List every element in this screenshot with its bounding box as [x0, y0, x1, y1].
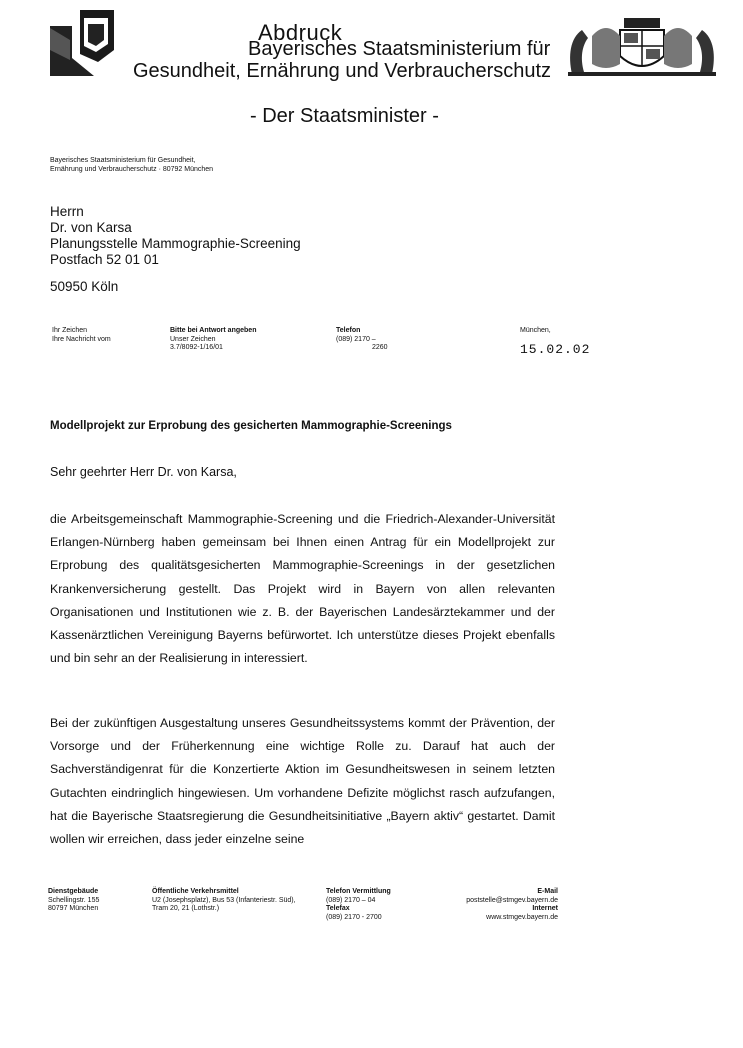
- reference-your-sign: Ihr Zeichen Ihre Nachricht vom: [52, 327, 111, 343]
- reference-our-sign: Bitte bei Antwort angeben Unser Zeichen 3.7/8092-1/16/01: [170, 327, 257, 351]
- footer-building: Dienstgebäude Schellingstr. 155 80797 München: [48, 888, 100, 912]
- email-link[interactable]: poststelle@stmgev.bayern.de: [466, 896, 558, 904]
- recipient-line: Herrn: [50, 204, 84, 219]
- abdruck-stamp: Abdruck: [258, 20, 343, 45]
- footer-phone: Telefon Vermittlung (089) 2170 – 04 Telefax (089) 2170 - 2700: [326, 888, 391, 921]
- letter-paragraph-2: Bei der zukünftigen Ausgestaltung unseres Gesundheitssystems kommt der Prävention, der Vorsorge und der Früherkennung eine wichtige Rolle zu. Darauf hat auch der Sachverständigenrat für die Konzertierte Aktion im Gesundheitswesen in seinem letzten Gutachten eindringlich hingewiesen. Um vorhandene Defizite möglichst rasch aufzufangen, hat die Bayerische Staatsregierung die Gesundheitsinitiative „Bayern aktiv“ gestartet. Damit wollen wir erreichen, dass jeder einzelne seine: [50, 716, 555, 847]
- letter-date: 15.02.02: [520, 342, 591, 357]
- letter-salutation: Sehr geehrter Herr Dr. von Karsa,: [50, 465, 237, 479]
- letter-subject: Modellprojekt zur Erprobung des gesicherten Mammographie-Screenings: [50, 420, 452, 432]
- bavarian-crest-icon: [562, 16, 722, 78]
- letter-paragraph-1: die Arbeitsgemeinschaft Mammographie-Screening und die Friedrich-Alexander-Universität Erlangen-Nürnberg haben gemeinsam bei Ihnen einen Antrag für ein Modellprojekt zur Erprobung des qualitätsgesicherten Mammographie-Screenings in der gesetzlichen Krankenversicherung gestellt. Das Projekt wird in Bayern von allen relevanten Organisationen und Institutionen wie z. B. der Bayerischen Landesärztekammer und der Kassenärztlichen Vereinigung Bayerns befürwortet. Ich unterstütze dieses Projekt ebenfalls und bin sehr an der Realisierung in interessiert.: [50, 512, 555, 666]
- recipient-line: Postfach 52 01 01: [50, 252, 159, 267]
- ministry-name-line2: Gesundheit, Ernährung und Verbraucherschutz: [133, 60, 552, 82]
- website-link[interactable]: www.stmgev.bayern.de: [486, 913, 558, 921]
- footer-transport: Öffentliche Verkehrsmittel U2 (Josephsplatz), Bus 53 (Infanteriestr. Süd), Tram 20, 21 (Lothstr.): [152, 888, 296, 912]
- ministry-name-line1: Bayerisches Staatsministerium für: [248, 38, 551, 60]
- reference-phone: Telefon (089) 2170 – 2260: [336, 327, 388, 351]
- recipient-line: Dr. von Karsa: [50, 220, 132, 235]
- recipient-address: [50, 204, 301, 268]
- minister-title: - Der Staatsminister -: [250, 105, 439, 127]
- recipient-line: Planungsstelle Mammographie-Screening: [50, 236, 301, 251]
- footer-contact: E-Mail poststelle@stmgev.bayern.de Internet www.stmgev.bayern.de: [420, 888, 558, 922]
- ministry-logo-icon: [50, 10, 114, 76]
- recipient-city: 50950 Köln: [50, 279, 119, 294]
- reference-place: München,: [520, 327, 551, 334]
- sender-address: Bayerisches Staatsministerium für Gesundheit, Ernährung und Verbraucherschutz · 80792 München: [50, 157, 214, 173]
